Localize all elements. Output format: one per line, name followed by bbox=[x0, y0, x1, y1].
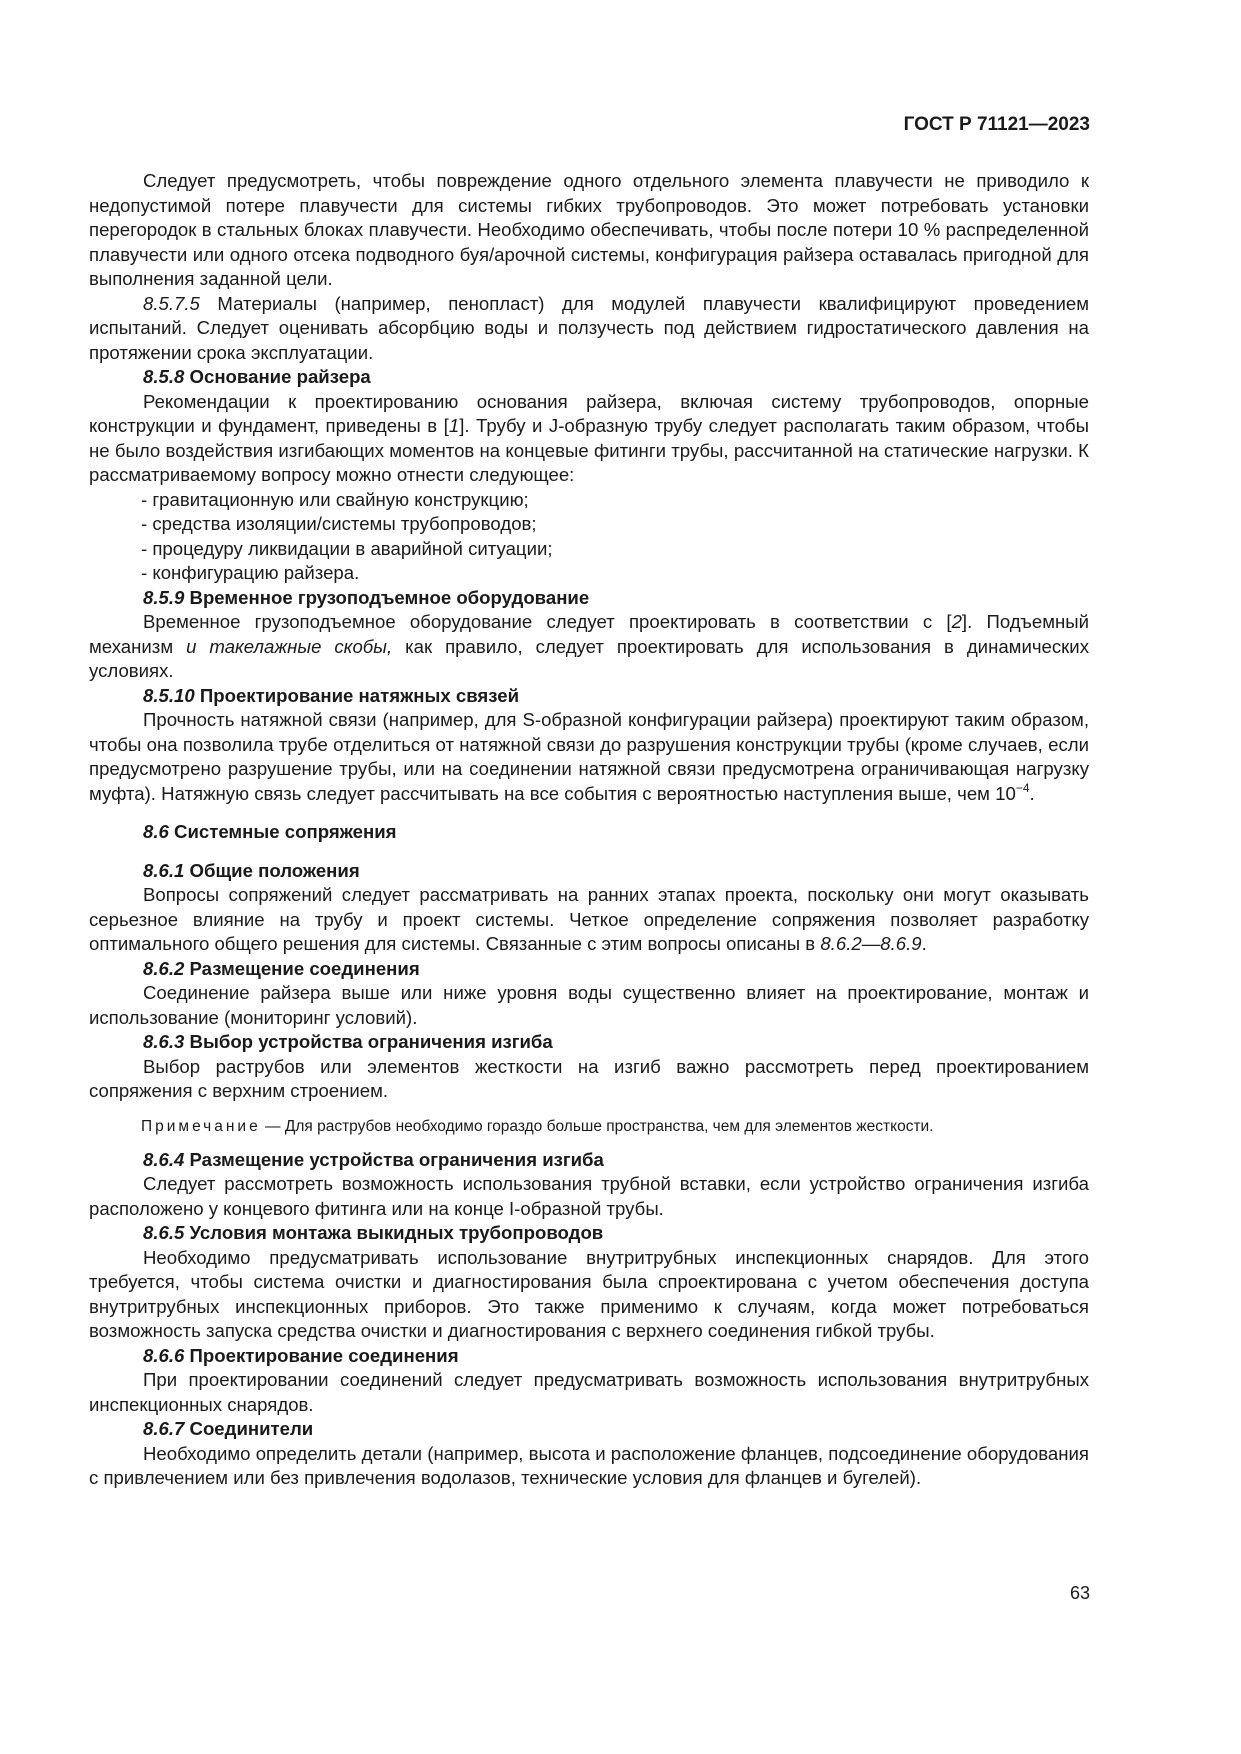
note-label: Примечание bbox=[141, 1117, 261, 1135]
page-number: 63 bbox=[1069, 1583, 1090, 1603]
paragraph: Временное грузоподъемное оборудование следует проектировать в соответствии с [2]. Подъемный механизм и такелажные скобы, как правило, следует проектировать для использования в динамических условиях. bbox=[89, 611, 1089, 681]
list-item: - средства изоляции/системы трубопроводов; bbox=[141, 513, 537, 534]
section-heading-8-6-1: 8.6.1 Общие положения bbox=[143, 859, 360, 881]
list-item: - конфигурацию райзера. bbox=[141, 562, 360, 583]
section-heading-8-6-3: 8.6.3 Выбор устройства ограничения изгиба bbox=[143, 1031, 553, 1052]
standard-designation: ГОСТ Р 71121—2023 bbox=[903, 114, 1090, 135]
paragraph: Следует предусмотреть, чтобы повреждение одного отдельного элемента плавучести не приводило к недопустимой потере плавучести для системы гибких трубопроводов. Это может потребовать установки перегородок в стальных блоках плавучести. Необходимо обеспечивать, чтобы после потери 10 % распределенной плавучести или одного отсека подводного буя/арочной системы, конфигурация райзера оставалась пригодной для выполнения заданной цели. bbox=[89, 170, 1089, 289]
paragraph: Вопросы сопряжений следует рассматривать на ранних этапах проекта, поскольку они могут оказывать серьезное влияние на трубу и проект системы. Четкое определение сопряжения позволяет разработку оптимального общего решения для системы. Связанные с этим вопросы описаны в 8.6.2—8.6.9. bbox=[89, 884, 1089, 954]
list-item: - процедуру ликвидации в аварийной ситуации; bbox=[141, 537, 553, 559]
paragraph: Соединение райзера выше или ниже уровня воды существенно влияет на проектирование, монтаж и использование (мониторинг условий). bbox=[89, 982, 1089, 1028]
paragraph: Выбор раструбов или элементов жесткости на изгиб важно рассмотреть перед проектированием сопряжения с верхним строением. bbox=[89, 1055, 1089, 1101]
section-heading-8-5-8: 8.5.8 Основание райзера bbox=[143, 366, 371, 387]
section-heading-8-5-9: 8.5.9 Временное грузоподъемное оборудование bbox=[143, 586, 590, 608]
paragraph: Рекомендации к проектированию основания райзера, включая систему трубопроводов, опорные конструкции и фундамент, приведены в [1]. Трубу и J-образную трубу следует располагать таким образом, чтобы не было воздействия изгибающих моментов на концевые фитинги трубы, рассчитанной на статические нагрузки. К рассматриваемому вопросу можно отнести следующее: bbox=[89, 390, 1090, 485]
section-heading-8-6-5: 8.6.5 Условия монтажа выкидных трубопроводов bbox=[143, 1222, 604, 1243]
section-heading-8-5-10: 8.5.10 Проектирование натяжных связей bbox=[143, 684, 520, 706]
reference-link: 1 bbox=[448, 415, 460, 436]
cross-reference: 8.6.2—8.6.9 bbox=[820, 933, 922, 954]
section-heading-8-6-4: 8.6.4 Размещение устройства ограничения изгиба bbox=[143, 1148, 604, 1170]
paragraph: При проектировании соединений следует предусматривать возможность использования внутритрубных инспекционных снарядов. bbox=[89, 1369, 1089, 1415]
paragraph: Прочность натяжной связи (например, для S-образной конфигурации райзера) проектируют таким образом, чтобы она позволила трубе отделиться от натяжной связи до разрушения конструкции трубы (кроме случаев, если предусмотрено разрушение трубы, или на соединении натяжной связи предусмотрена ограничивающая нагрузку муфта). Натяжную связь следует рассчитывать на все события с вероятностью наступления выше, чем $10^{-4}$. bbox=[89, 709, 1089, 804]
paragraph: Необходимо определить детали (например, высота и расположение фланцев, подсоединение оборудования с привлечением или без привлечения водолазов, технические условия для фланцев и бугелей). bbox=[89, 1442, 1089, 1488]
paragraph: Необходимо предусматривать использование внутритрубных инспекционных снарядов. Для этого требуется, чтобы система очистки и диагностирования была спроектирована с учетом обеспечения доступа внутритрубных инспекционных приборов. Это также применимо к случаям, когда может потребоваться возможность запуска средства очистки и диагностирования с верхнего соединения гибкой трубы. bbox=[89, 1246, 1089, 1341]
paragraph: Следует рассмотреть возможность использования трубной вставки, если устройство ограничения изгиба расположено у концевого фитинга или на конце I-образной трубы. bbox=[89, 1173, 1089, 1219]
clause-number: 8.5.7.5 bbox=[143, 292, 200, 314]
section-heading-8-6: 8.6 Системные сопряжения bbox=[143, 821, 397, 842]
note: Примечание — Для раструбов необходимо гораздо больше пространства, чем для элементов жесткости. bbox=[141, 1117, 934, 1135]
section-heading-8-6-7: 8.6.7 Соединители bbox=[143, 1418, 314, 1439]
section-heading-8-6-6: 8.6.6 Проектирование соединения bbox=[143, 1344, 459, 1366]
clause-8-5-7-5: 8.5.7.5 Материалы (например, пенопласт) для модулей плавучести квалифицируют проведением испытаний. Следует оценивать абсорбцию воды и ползучесть под действием гидростатического давления на протяжении срока эксплуатации. bbox=[89, 292, 1089, 363]
page-body bbox=[89, 169, 1089, 1491]
section-heading-8-6-2: 8.6.2 Размещение соединения bbox=[143, 957, 420, 979]
reference-link: 2 bbox=[951, 611, 962, 632]
exponent: −4 bbox=[1015, 780, 1030, 795]
list-item: - гравитационную или свайную конструкцию; bbox=[141, 488, 529, 510]
